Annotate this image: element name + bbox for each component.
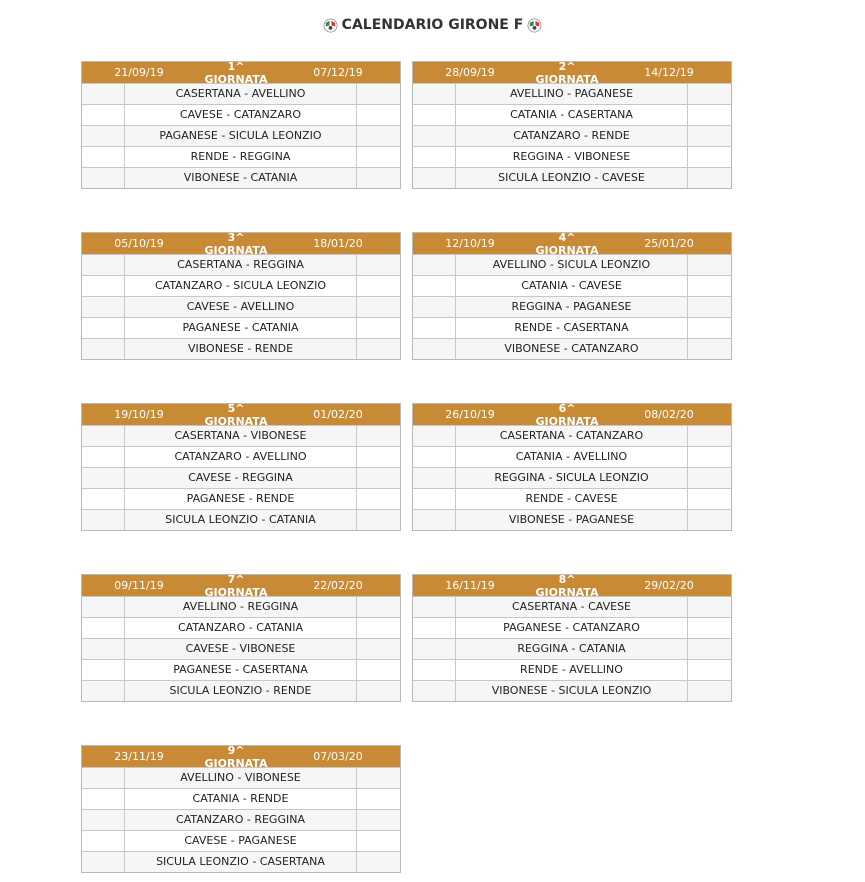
andata-date: 19/10/19 xyxy=(114,408,164,421)
round-name: 1^ GIORNATA xyxy=(204,59,268,86)
match-row xyxy=(413,125,731,146)
match-row xyxy=(82,467,400,488)
ritorno-date: 14/12/19 xyxy=(644,66,694,79)
match-row xyxy=(413,446,731,467)
match-row xyxy=(82,146,400,167)
ritorno-date: 08/02/20 xyxy=(644,408,694,421)
match-label: PAGANESE - RENDE xyxy=(125,489,357,509)
round-header xyxy=(82,401,400,428)
match-row xyxy=(413,317,731,338)
round-table xyxy=(412,574,732,702)
ritorno-date: 18/01/20 xyxy=(313,237,363,250)
match-label: CATANIA - RENDE xyxy=(125,789,357,809)
match-label: REGGINA - SICULA LEONZIO xyxy=(456,468,688,488)
page-title xyxy=(0,14,865,36)
match-label: CASERTANA - AVELLINO xyxy=(125,84,357,104)
andata-date: 28/09/19 xyxy=(445,66,495,79)
match-row xyxy=(82,596,400,617)
round-table xyxy=(81,745,401,873)
andata-date: 05/10/19 xyxy=(114,237,164,250)
round-table xyxy=(81,61,401,189)
match-label: CATANZARO - CATANIA xyxy=(125,618,357,638)
andata-date: 12/10/19 xyxy=(445,237,495,250)
match-row xyxy=(82,296,400,317)
match-label: PAGANESE - CATANIA xyxy=(125,318,357,338)
match-row xyxy=(413,488,731,509)
match-label: RENDE - REGGINA xyxy=(125,147,357,167)
match-label: CAVESE - PAGANESE xyxy=(125,831,357,851)
round-name: 8^ GIORNATA xyxy=(535,572,599,599)
match-list xyxy=(82,83,400,188)
match-label: AVELLINO - REGGINA xyxy=(125,597,357,617)
match-row xyxy=(82,317,400,338)
match-label: RENDE - AVELLINO xyxy=(456,660,688,680)
round-header xyxy=(82,59,400,86)
match-label: CATANZARO - RENDE xyxy=(456,126,688,146)
round-name: 5^ GIORNATA xyxy=(204,401,268,428)
match-label: VIBONESE - RENDE xyxy=(125,339,357,359)
round-table xyxy=(81,232,401,360)
match-list xyxy=(82,425,400,530)
round-name: 9^ GIORNATA xyxy=(204,743,268,770)
match-label: CATANIA - CAVESE xyxy=(456,276,688,296)
match-row xyxy=(413,146,731,167)
match-label: CASERTANA - REGGINA xyxy=(125,255,357,275)
match-label: VIBONESE - CATANIA xyxy=(125,168,357,188)
match-label: VIBONESE - PAGANESE xyxy=(456,510,688,530)
match-label: CAVESE - CATANZARO xyxy=(125,105,357,125)
match-list xyxy=(82,767,400,872)
round-name: 4^ GIORNATA xyxy=(535,230,599,257)
ritorno-date: 01/02/20 xyxy=(313,408,363,421)
match-label: AVELLINO - PAGANESE xyxy=(456,84,688,104)
match-label: SICULA LEONZIO - CATANIA xyxy=(125,510,357,530)
match-label: CAVESE - REGGINA xyxy=(125,468,357,488)
match-row xyxy=(413,83,731,104)
match-row xyxy=(82,425,400,446)
andata-date: 26/10/19 xyxy=(445,408,495,421)
match-label: CASERTANA - CATANZARO xyxy=(456,426,688,446)
match-row xyxy=(413,167,731,188)
match-row xyxy=(413,467,731,488)
match-row xyxy=(82,638,400,659)
match-list xyxy=(413,596,731,701)
match-label: CATANIA - AVELLINO xyxy=(456,447,688,467)
match-label: AVELLINO - VIBONESE xyxy=(125,768,357,788)
match-row xyxy=(82,680,400,701)
match-label: PAGANESE - SICULA LEONZIO xyxy=(125,126,357,146)
match-row xyxy=(82,338,400,359)
round-header xyxy=(413,572,731,599)
match-row xyxy=(82,851,400,872)
match-label: REGGINA - PAGANESE xyxy=(456,297,688,317)
match-label: VIBONESE - SICULA LEONZIO xyxy=(456,681,688,701)
match-row xyxy=(413,596,731,617)
match-label: CASERTANA - VIBONESE xyxy=(125,426,357,446)
match-row xyxy=(413,638,731,659)
round-header xyxy=(413,59,731,86)
match-label: CAVESE - AVELLINO xyxy=(125,297,357,317)
match-row xyxy=(413,254,731,275)
ritorno-date: 22/02/20 xyxy=(313,579,363,592)
match-list xyxy=(413,425,731,530)
match-label: CASERTANA - CAVESE xyxy=(456,597,688,617)
match-row xyxy=(413,659,731,680)
match-row xyxy=(82,254,400,275)
match-row xyxy=(413,425,731,446)
match-row xyxy=(413,104,731,125)
match-row xyxy=(413,617,731,638)
round-table xyxy=(412,403,732,531)
match-row xyxy=(413,509,731,530)
match-row xyxy=(413,338,731,359)
round-table xyxy=(81,403,401,531)
match-row xyxy=(82,509,400,530)
match-label: AVELLINO - SICULA LEONZIO xyxy=(456,255,688,275)
title-text: CALENDARIO GIRONE F xyxy=(341,17,524,33)
andata-date: 09/11/19 xyxy=(114,579,164,592)
round-header xyxy=(413,230,731,257)
match-row xyxy=(82,446,400,467)
match-row xyxy=(82,830,400,851)
match-row xyxy=(82,125,400,146)
match-label: REGGINA - CATANIA xyxy=(456,639,688,659)
ritorno-date: 07/03/20 xyxy=(313,750,363,763)
match-label: CATANZARO - REGGINA xyxy=(125,810,357,830)
match-row xyxy=(82,83,400,104)
match-list xyxy=(413,83,731,188)
round-name: 7^ GIORNATA xyxy=(204,572,268,599)
match-label: CAVESE - VIBONESE xyxy=(125,639,357,659)
match-row xyxy=(82,809,400,830)
match-row xyxy=(82,488,400,509)
round-table xyxy=(412,232,732,360)
match-row xyxy=(82,659,400,680)
match-row xyxy=(82,104,400,125)
match-row xyxy=(82,275,400,296)
match-label: VIBONESE - CATANZARO xyxy=(456,339,688,359)
match-label: CATANIA - CASERTANA xyxy=(456,105,688,125)
ritorno-date: 25/01/20 xyxy=(644,237,694,250)
soccer-ball-icon xyxy=(527,18,542,33)
match-row xyxy=(413,296,731,317)
round-name: 3^ GIORNATA xyxy=(204,230,268,257)
match-row xyxy=(82,767,400,788)
match-label: RENDE - CAVESE xyxy=(456,489,688,509)
round-header xyxy=(82,743,400,770)
round-name: 6^ GIORNATA xyxy=(535,401,599,428)
andata-date: 16/11/19 xyxy=(445,579,495,592)
match-label: PAGANESE - CATANZARO xyxy=(456,618,688,638)
match-label: RENDE - CASERTANA xyxy=(456,318,688,338)
ritorno-date: 29/02/20 xyxy=(644,579,694,592)
match-row xyxy=(413,680,731,701)
ritorno-date: 07/12/19 xyxy=(313,66,363,79)
match-label: REGGINA - VIBONESE xyxy=(456,147,688,167)
match-row xyxy=(413,275,731,296)
match-list xyxy=(82,596,400,701)
match-list xyxy=(82,254,400,359)
round-header xyxy=(82,230,400,257)
match-list xyxy=(413,254,731,359)
soccer-ball-icon xyxy=(323,18,338,33)
round-table xyxy=(81,574,401,702)
round-name: 2^ GIORNATA xyxy=(535,59,599,86)
match-label: CATANZARO - SICULA LEONZIO xyxy=(125,276,357,296)
match-label: SICULA LEONZIO - CAVESE xyxy=(456,168,688,188)
match-label: CATANZARO - AVELLINO xyxy=(125,447,357,467)
round-header xyxy=(82,572,400,599)
andata-date: 21/09/19 xyxy=(114,66,164,79)
match-label: SICULA LEONZIO - RENDE xyxy=(125,681,357,701)
round-table xyxy=(412,61,732,189)
match-row xyxy=(82,167,400,188)
andata-date: 23/11/19 xyxy=(114,750,164,763)
match-label: SICULA LEONZIO - CASERTANA xyxy=(125,852,357,872)
round-header xyxy=(413,401,731,428)
match-label: PAGANESE - CASERTANA xyxy=(125,660,357,680)
match-row xyxy=(82,617,400,638)
match-row xyxy=(82,788,400,809)
